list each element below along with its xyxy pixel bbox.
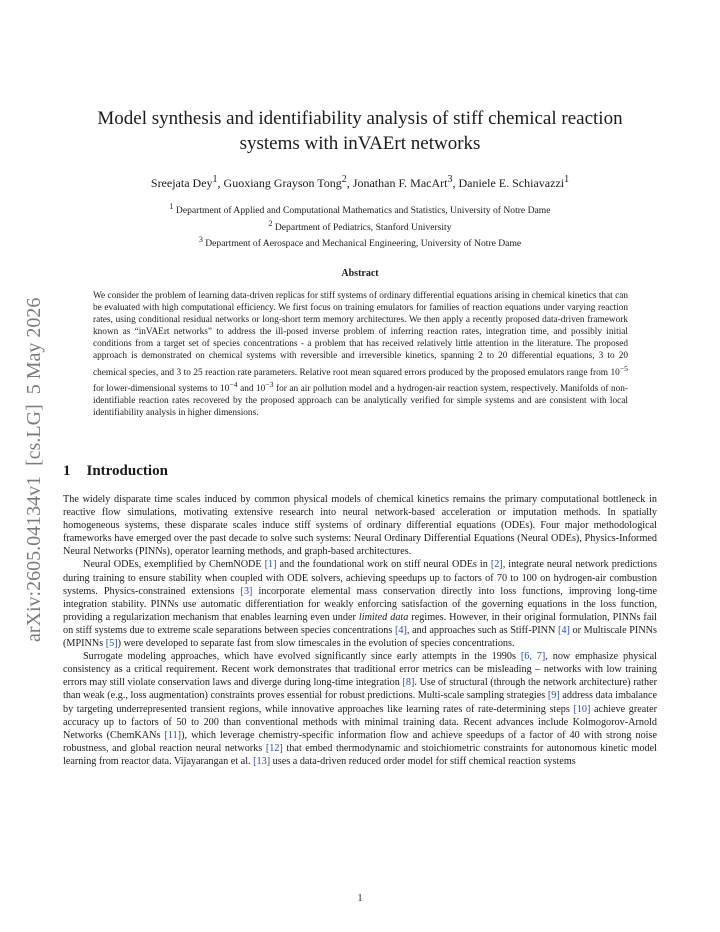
text-run: Surrogate modeling approaches, which have evolved significantly since early attempts in the 1990s: [83, 651, 521, 663]
citation-link[interactable]: [3]: [240, 585, 253, 597]
citation-link[interactable]: [9]: [547, 690, 560, 702]
text-run: that embed thermodynamic and stoichiometric constraints for autonomous kinetic model learning from reactor data. Vijayarangan et al.: [63, 742, 657, 767]
affiliation: [70, 218, 650, 235]
text-run: uses a data-driven reduced order model for stiff chemical reaction systems: [270, 755, 576, 767]
text-run: incorporate elemental mass conservation directly into loss functions, improving long-time integration stability. PINNs use automatic differentiation for weakly enforcing satisfaction of the governing equations in the loss function, providing a regularization mechanism that enables learning even under: [63, 585, 657, 623]
page-number: 1: [357, 893, 363, 904]
text-run: address data imbalance by targeting underrepresented transient regions, while innovative approaches like learning rates of rate-determining steps: [63, 690, 657, 715]
abstract-part: for lower-dimensional systems to 10: [93, 383, 230, 394]
text-run: , and approaches such as Stiff-PINN: [406, 624, 558, 636]
affiliation-mark: 2: [268, 218, 273, 228]
text-run: or Multiscale PINNs (MPINNs: [63, 624, 658, 650]
affiliation-mark: 1: [169, 202, 174, 211]
abstract-part: and 10: [237, 383, 266, 394]
citation-link[interactable]: [12]: [265, 742, 283, 754]
paper-title: Model synthesis and identifiability analysis of stiff chemical reaction systems with inVAErt networks: [97, 108, 623, 154]
author-name: Daniele E. Schiavazzi: [458, 176, 565, 190]
citation-link[interactable]: [4]: [395, 624, 407, 636]
paragraph: [63, 650, 657, 768]
text-run: , now emphasize physical consistency as a critical requirement. Recent work demonstrates that traditional error metrics can be misleading – networks with low training errors may still violate conservation laws and diverge during long-time integration: [63, 651, 657, 689]
arxiv-stamp: [10, 262, 50, 642]
text-run: ) were developed to separate fast from slow timescales in the evolution of species concentrations.: [117, 638, 515, 650]
exponent: −3: [265, 379, 274, 389]
abstract-heading: Abstract: [341, 268, 379, 279]
emphasis: limited data: [358, 611, 409, 623]
section-title: Introduction: [86, 463, 168, 479]
text-run: regimes. However, in their original formulation, PINNs fail on stiff systems due to extreme scale separations between species concentrations: [63, 611, 658, 636]
author-name: Guoxiang Grayson Tong: [223, 176, 342, 190]
affiliation-mark: 3: [198, 235, 203, 245]
affiliation: [70, 234, 650, 251]
affiliation: [70, 201, 650, 218]
affiliation-text: Department of Aerospace and Mechanical Engineering, University of Notre Dame: [205, 238, 522, 250]
citation-link[interactable]: [10]: [573, 703, 591, 715]
citation-link[interactable]: [4]: [558, 624, 570, 636]
text-run: Neural ODEs, exemplified by ChemNODE: [83, 559, 265, 571]
citation-link[interactable]: [5]: [105, 638, 118, 650]
abstract-part: We consider the problem of learning data-driven replicas for stiff systems of ordinary differential equations arising in chemical kinetics that can be evaluated with high computational efficiency. We first focus on training emulators for families of reaction equations under varying reaction rates, using conditional residual networks or long-short term memory architectures. We then apply a recently proposed data-driven framework known as “inVAErt networks” to address the ill-posed inverse problem of inferring reaction rates, integration time, and possibly initial conditions from a target set of species concentrations - a problem that has received relatively little attention in the literature. The proposed approach is demonstrated on chemical systems with reversible and irreversible kinetics, spanning 2 to 20 differential equations, 3 to 20 chemical species, and 3 to 25 reaction rate parameters. Relative root mean squared errors produced by the proposed emulators range from 10: [93, 291, 628, 378]
citation-link[interactable]: [6, 7]: [520, 651, 546, 663]
section-number: 1: [63, 463, 71, 479]
affiliation-list: [70, 201, 650, 251]
citation-link[interactable]: [2]: [490, 559, 503, 571]
affiliation-text: Department of Applied and Computational Mathematics and Statistics, University of Notre Dame: [175, 205, 551, 217]
body-text: [63, 493, 657, 768]
text-run: achieve greater accuracy up to factors of 50 to 200 than conventional methods with minimal training data. Recent advances include Kolmogorov-Arnold Networks (ChemKANs: [63, 703, 657, 741]
citation-link[interactable]: [11]: [164, 729, 182, 741]
paragraph: The widely disparate time scales induced by common physical models of chemical kinetics remains the primary computational bottleneck in reactive flow simulations, motivating extensive research into neural network-based acceleration or imputation methods. In spatially homogeneous systems, these disparate scales induce stiff systems of ordinary differential equations (ODEs). Four major methodological frameworks have emerged over the past decade to solve such systems: Neural Ordinary Differential Equations (Neural ODEs), Physics-Informed Neural Networks (PINNs), operator learning methods, and graph-based architectures.: [63, 494, 657, 558]
abstract-text: [93, 290, 628, 419]
exponent: −5: [619, 363, 628, 373]
author-affil-mark: 1: [212, 174, 218, 185]
text-run: ), which leverage chemistry-specific information flow and achieve speedups of a factor of 40 with strong noise robustness, and global reaction neural networks: [63, 729, 657, 754]
author-affil-mark: 3: [447, 174, 453, 185]
arxiv-id: arXiv:2605.04134v1 [cs.LG] 5 May 2026: [23, 297, 45, 642]
citation-link[interactable]: [13]: [253, 755, 271, 767]
paragraph: [63, 558, 657, 650]
citation-link[interactable]: [8]: [402, 677, 415, 689]
author-list: Sreejata Dey$^1$, Guoxiang Grayson Tong$^2$, Jonathan F. MacArt$^3$, Daniele E. Schiavazzi$^1$: [150, 174, 570, 190]
text-run: and the foundational work on stiff neural ODEs in: [276, 559, 491, 571]
author-affil-mark: 2: [341, 174, 347, 185]
exponent: −4: [229, 379, 238, 389]
affiliation-text: Department of Pediatrics, Stanford University: [274, 221, 452, 233]
author-name: Jonathan F. MacArt: [352, 176, 448, 190]
author-affil-mark: 1: [564, 174, 570, 185]
text-run: , integrate neural network predictions during training to ensure stability when coupled with ODE solvers, achieving speedups up to factors of 70 to 100 on hydrogen-air combustion systems. Physics-constrained extensions: [63, 559, 657, 597]
section-heading: [63, 463, 168, 480]
citation-link[interactable]: [1]: [264, 559, 277, 571]
abstract-part: for an air pollution model and a hydrogen-air reaction system, respectively. Manifolds of non-identifiable reaction rates recovered by the proposed approach can be analytically verified for simple systems and are consistent with local identifiability analysis in higher dimensions.: [93, 383, 629, 419]
text-run: . Use of structural (through the network architecture) rather than weak (e.g., loss augmentation) constraints proves essential for robust predictions. Multi-scale sampling strategies: [63, 677, 657, 702]
author-name: Sreejata Dey: [150, 176, 213, 190]
